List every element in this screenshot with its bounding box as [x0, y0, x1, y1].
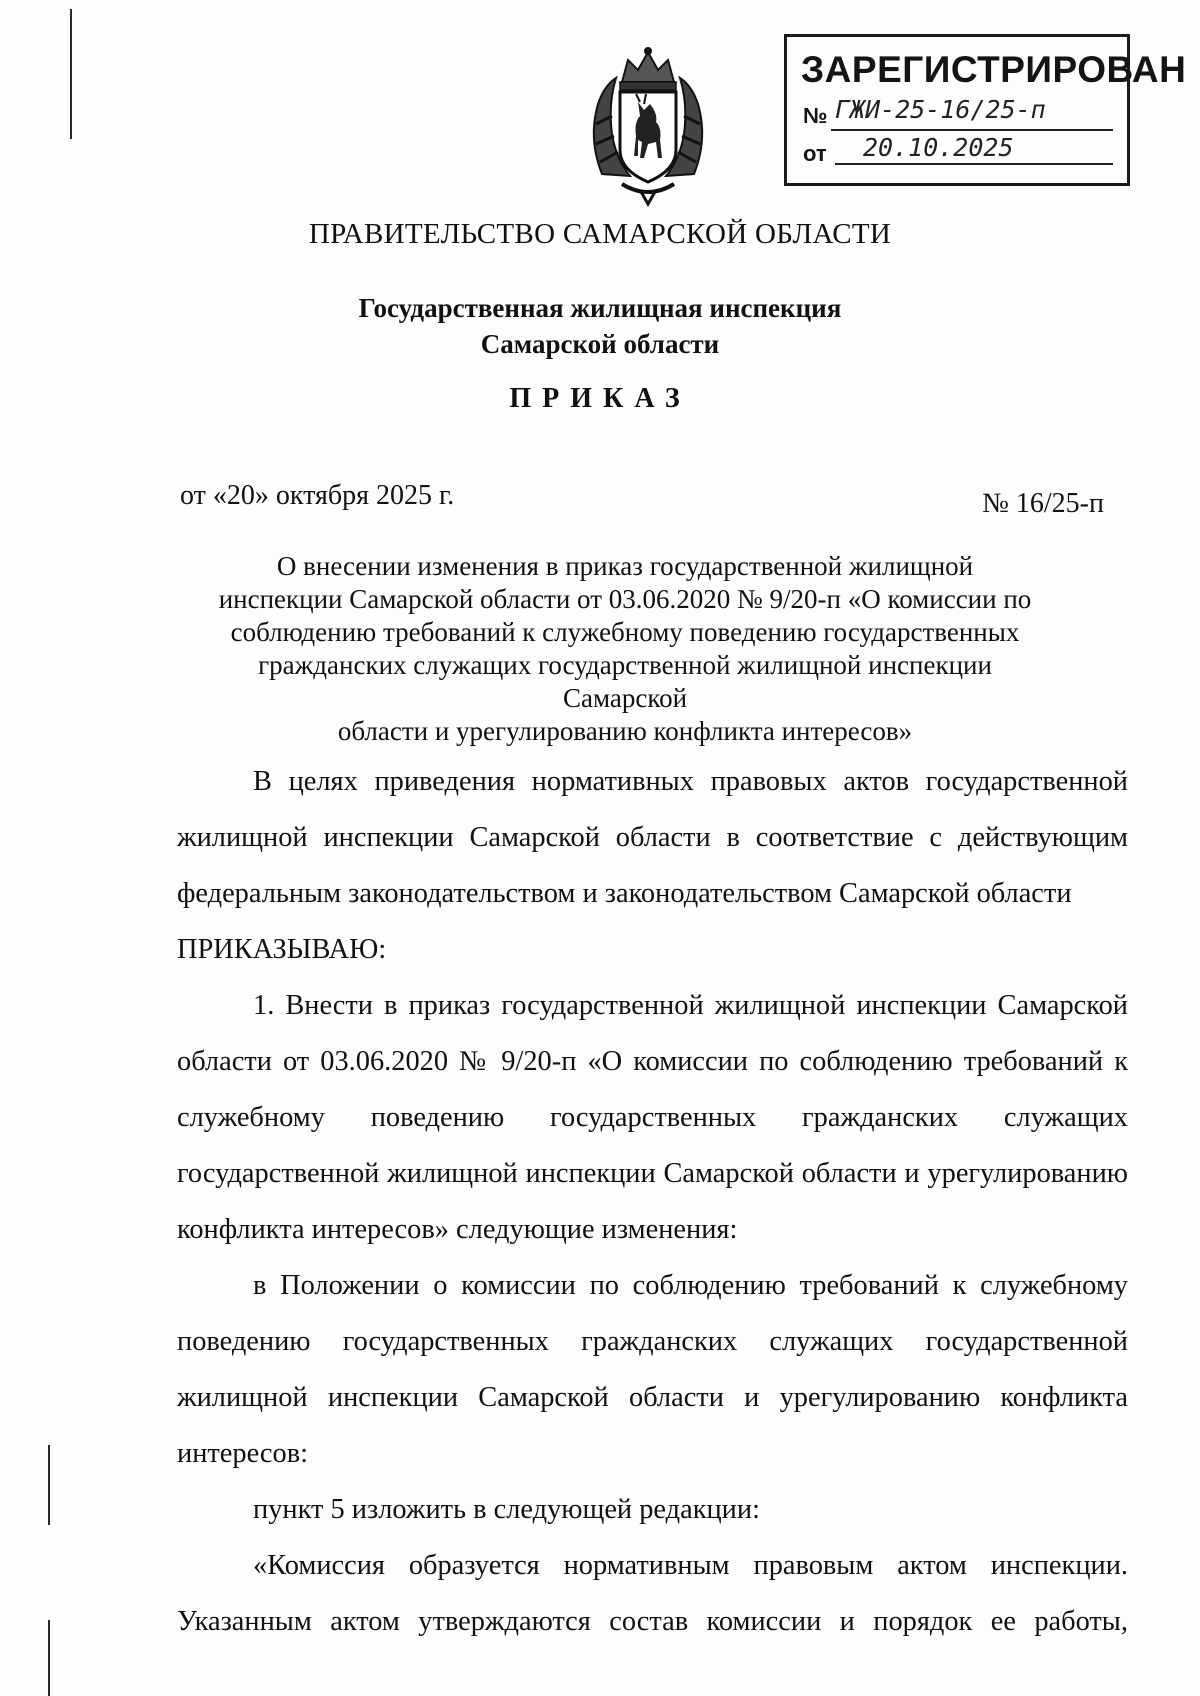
scan-border-left	[48, 1445, 50, 1525]
item-1-sub-paragraph: в Положении о комиссии по соблюдению требований к служебному поведению государственных гражданских служащих государственной жилищной инспекции Самарской области и урегулированию конфликта интересов:	[177, 1270, 1128, 1469]
order-body	[177, 754, 1128, 1650]
registration-stamp	[784, 34, 1187, 186]
order-subject	[200, 550, 1050, 748]
government-title: ПРАВИТЕЛЬСТВО САМАРСКОЙ ОБЛАСТИ	[308, 218, 892, 250]
subject-line: О внесении изменения в приказ государственной жилищной	[276, 551, 974, 581]
subject-line: гражданских служащих государственной жилищной инспекции Самарской	[258, 650, 992, 713]
stamp-number-underline	[831, 129, 1113, 131]
subject-line: инспекции Самарской области от 03.06.2020 № 9/20-п «О комиссии по	[218, 584, 1032, 614]
order-date: от «20» октября 2025 г.	[180, 480, 455, 511]
samara-coat-of-arms-icon	[582, 44, 714, 208]
order-number: № 16/25-п	[982, 488, 1104, 519]
stamp-number-label: №	[803, 103, 828, 128]
inspection-name	[0, 290, 1200, 362]
stamp-number-value: ГЖИ-25-16/25-п	[835, 95, 1046, 124]
scan-border-top	[70, 9, 72, 139]
quoted-paragraph: «Комиссия образуется нормативным правовым актом инспекции. Указанным актом утверждаются состав комиссии и порядок ее работы,	[177, 1550, 1128, 1637]
item-1-point-paragraph: пункт 5 изложить в следующей редакции:	[253, 1494, 760, 1525]
inspection-name-line1: Государственная жилищная инспекция	[358, 293, 842, 323]
preamble-paragraph: В целях приведения нормативных правовых актов государственной жилищной инспекции Самарской области в соответствие с действующим федеральным законодательством и законодательством Самарской области	[177, 766, 1128, 909]
order-directive: ПРИКАЗЫВАЮ:	[177, 934, 387, 965]
item-1-paragraph: 1. Внести в приказ государственной жилищной инспекции Самарской области от 03.06.2020 № 9/20-п «О комиссии по соблюдению требований к служебному поведению государственных гражданских служащих государственной жилищной инспекции Самарской области и урегулированию конфликта интересов» следующие изменения:	[177, 990, 1128, 1245]
inspection-name-line2: Самарской области	[480, 329, 720, 359]
stamp-date-value: 20.10.2025	[863, 133, 1014, 162]
subject-line: соблюдению требований к служебному поведению государственных	[230, 617, 1020, 647]
stamp-date-underline	[835, 163, 1113, 165]
document-type: ПРИКАЗ	[509, 383, 691, 414]
subject-line: области и урегулированию конфликта интересов»	[337, 716, 913, 746]
stamp-title: ЗАРЕГИСТРИРОВАН	[801, 49, 1187, 90]
stamp-date-label: от	[803, 141, 827, 166]
scan-border-bottom	[48, 1620, 50, 1696]
